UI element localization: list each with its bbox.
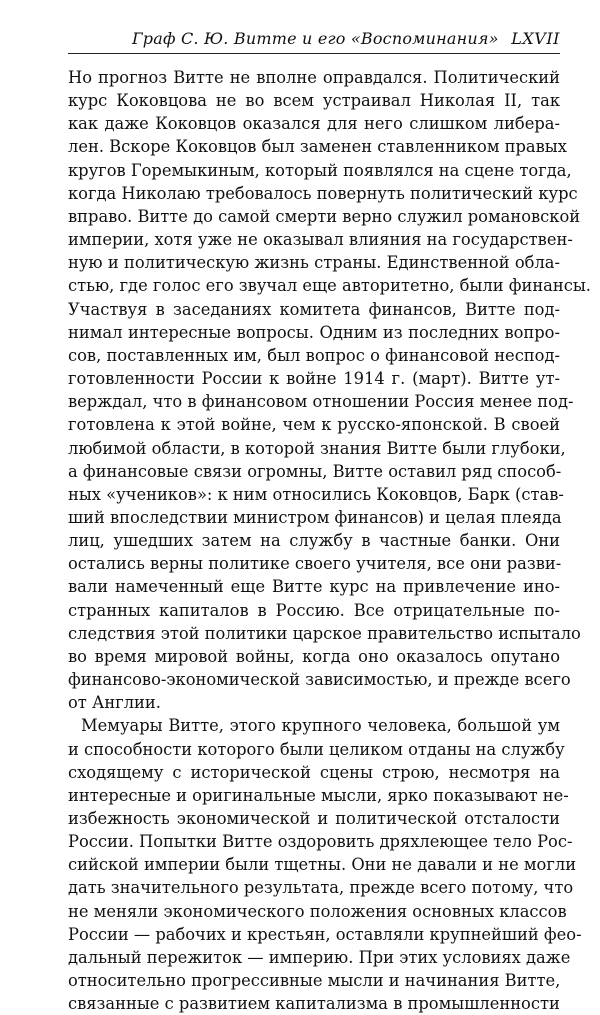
text-line: сов, поставленных им, был вопрос о финансовой неспод- — [68, 345, 560, 365]
text-line: сийской империи были тщетны. Они не давали и не могли — [68, 855, 577, 875]
book-page — [68, 28, 591, 1015]
text-line: готовлена к этой войне, чем к русско-японской. В своей — [68, 415, 560, 435]
text-line: дальный пережиток — империю. При этих условиях даже — [68, 947, 571, 967]
text-line: России — рабочих и крестьян, оставляли крупнейший фео- — [68, 924, 582, 944]
text-line: связанные с развитием капитализма в промышленности — [68, 994, 560, 1014]
text-line: вправо. Витте до самой смерти верно служил романовской — [68, 206, 581, 226]
text-line: интересные и оригинальные мысли, ярко показывают не- — [68, 785, 569, 805]
text-line: следствия этой политики царское правительство испытало — [68, 623, 581, 643]
text-line: верждал, что в финансовом отношении Россия менее под- — [68, 392, 574, 412]
running-title: Граф С. Ю. Витте и его «Воспоминания» — [132, 29, 499, 48]
text-line: нимал интересные вопросы. Одним из последних вопро- — [68, 322, 560, 342]
text-line: империи, хотя уже не оказывал влияния на государствен- — [68, 230, 573, 250]
text-line: а финансовые связи огромны, Витте оставил ряд способ- — [68, 461, 562, 481]
text-line: остались верны политике своего учителя, все они разви- — [68, 554, 562, 574]
paragraph — [68, 66, 591, 714]
text-line: во время мировой войны, когда оно оказалось опутано — [68, 646, 560, 666]
text-line: странных капиталов в Россию. Все отрицательные по- — [68, 600, 560, 620]
text-line: Мемуары Витте, этого крупного человека, большой ум — [81, 716, 560, 736]
text-line: Но прогноз Витте не вполне оправдался. Политический — [68, 68, 560, 87]
text-line: готовленности России к войне 1914 г. (март). Витте ут- — [68, 369, 560, 389]
text-line: как даже Коковцов оказался для него слишком либера- — [68, 114, 560, 134]
text-line: любимой области, в которой знания Витте были глубоки, — [68, 438, 566, 458]
body-text — [68, 66, 591, 1015]
text-line: стью, где голос его звучал еще авторитетно, были финансы. — [68, 276, 591, 296]
text-line: вали намеченный еще Витте курс на привлечение ино- — [68, 577, 560, 597]
text-line: когда Николаю требовалось повернуть политический курс — [68, 183, 578, 203]
text-line: не меняли экономического положения основных классов — [68, 901, 567, 921]
text-line: ных «учеников»: к ним относились Коковцов, Барк (став- — [68, 484, 564, 504]
paragraph — [68, 714, 582, 1015]
text-line: избежность экономической и политической отсталости — [68, 809, 560, 828]
text-line: от Англии. — [68, 693, 161, 713]
text-line: сходящему с исторической сцены строю, несмотря на — [68, 762, 560, 782]
text-line: дать значительного результата, прежде всего потому, что — [68, 878, 574, 898]
text-line: и способности которого были целиком отданы на службу — [68, 739, 565, 759]
text-line: ную и политическую жизнь страны. Единственной обла- — [68, 253, 560, 273]
text-line: финансово-экономической зависимостью, и прежде всего — [68, 670, 571, 690]
page-number: LXVII — [511, 29, 560, 48]
text-line: кругов Горемыкиным, который появлялся на сцене тогда, — [68, 160, 572, 180]
text-line: лиц, ушедших затем на службу в частные банки. Они — [68, 531, 560, 551]
text-line: ший впоследствии министром финансов) и целая плеяда — [68, 507, 562, 527]
text-line: лен. Вскоре Коковцов был заменен ставленником правых — [68, 137, 567, 157]
text-line: России. Попытки Витте оздоровить дряхлеющее тело Рос- — [68, 832, 573, 852]
text-line: относительно прогрессивные мысли и начинания Витте, — [68, 971, 561, 991]
text-line: курс Коковцова не во всем устраивал Николая II, так — [68, 91, 560, 111]
running-head — [68, 28, 560, 54]
text-line: Участвуя в заседаниях комитета финансов, Витте под- — [68, 299, 560, 319]
